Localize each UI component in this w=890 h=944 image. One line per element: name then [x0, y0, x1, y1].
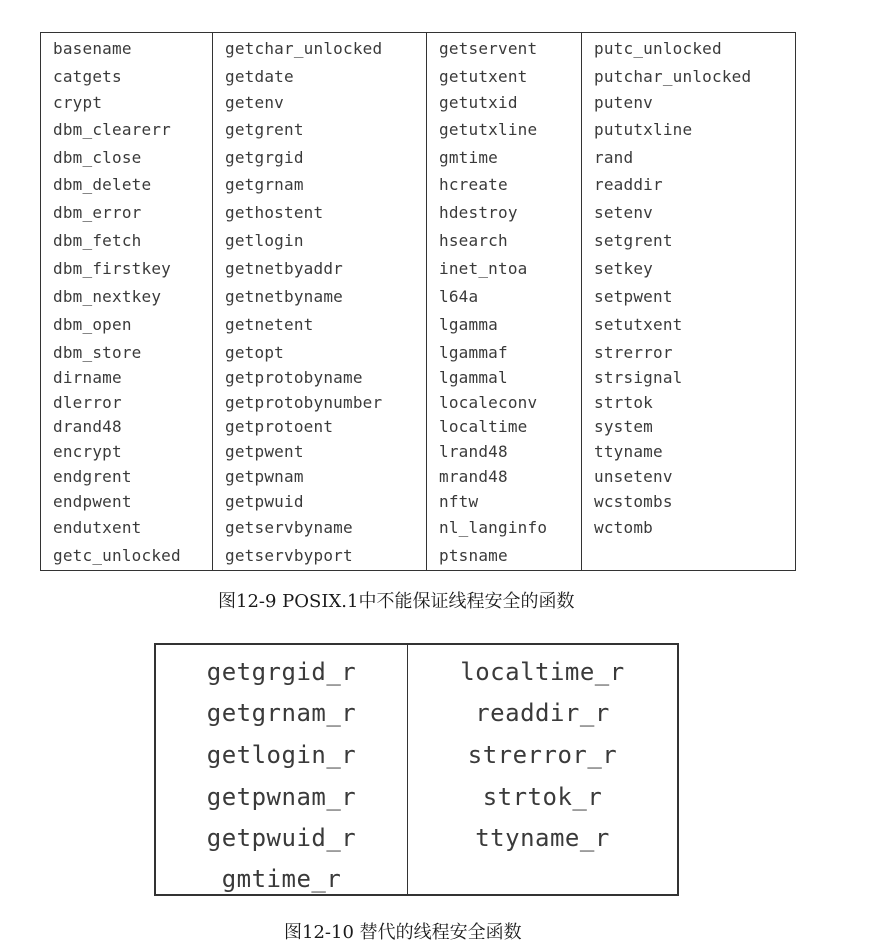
function-name: dbm_delete: [53, 175, 152, 194]
function-name: encrypt: [53, 442, 122, 461]
function-name: getpwent: [225, 442, 304, 461]
function-name: wcstombs: [594, 492, 673, 511]
function-name: setpwent: [594, 287, 673, 306]
function-name: strsignal: [594, 368, 683, 387]
function-name: ttyname: [594, 442, 663, 461]
function-name: lgammaf: [439, 343, 508, 362]
function-name: getgrgid_r: [206, 658, 357, 686]
function-name: getpwnam: [225, 467, 304, 486]
function-name: ttyname_r: [475, 824, 610, 852]
function-name: lrand48: [439, 442, 508, 461]
function-name: nl_langinfo: [439, 518, 548, 537]
function-name: getnetent: [225, 315, 314, 334]
function-name: dbm_clearerr: [53, 120, 171, 139]
function-name: basename: [53, 39, 132, 58]
function-name: getlogin_r: [206, 741, 357, 769]
table-column: [427, 33, 582, 570]
function-name: getpwuid_r: [206, 824, 357, 852]
figure-caption: 图12-9 POSIX.1中不能保证线程安全的函数: [218, 591, 575, 612]
function-name: strtok: [594, 393, 653, 412]
function-name: rand: [594, 148, 634, 167]
function-name: readdir_r: [475, 699, 610, 727]
function-name: dlerror: [53, 393, 122, 412]
function-name: dbm_fetch: [53, 231, 142, 250]
function-name: drand48: [53, 417, 122, 436]
function-name: getutxid: [439, 93, 518, 112]
function-name: getservent: [439, 39, 538, 58]
function-name: unsetenv: [594, 467, 673, 486]
function-name: getdate: [225, 67, 294, 86]
function-name: gmtime: [439, 148, 498, 167]
function-name: gethostent: [225, 203, 324, 222]
function-name: strerror: [594, 343, 673, 362]
function-name: dbm_store: [53, 343, 142, 362]
function-name: dbm_close: [53, 148, 142, 167]
function-name: getnetbyaddr: [225, 259, 343, 278]
function-name: strerror_r: [467, 741, 618, 769]
function-name: getgrnam_r: [206, 699, 357, 727]
function-name: getservbyname: [225, 518, 353, 537]
function-name: getgrgid: [225, 148, 304, 167]
function-name: getchar_unlocked: [225, 39, 383, 58]
function-name: setenv: [594, 203, 653, 222]
function-name: dbm_open: [53, 315, 132, 334]
function-name: putenv: [594, 93, 653, 112]
function-name: setkey: [594, 259, 653, 278]
function-name: catgets: [53, 67, 122, 86]
function-name: getservbyport: [225, 546, 353, 565]
function-name: l64a: [439, 287, 479, 306]
function-name: hcreate: [439, 175, 508, 194]
function-name: wctomb: [594, 518, 653, 537]
table-column: [582, 33, 795, 570]
table-column: [156, 645, 408, 894]
figure-caption: 图12-10 替代的线程安全函数: [284, 922, 522, 943]
function-name: system: [594, 417, 653, 436]
function-name: putchar_unlocked: [594, 67, 752, 86]
function-name: ptsname: [439, 546, 508, 565]
function-name: getpwnam_r: [206, 783, 357, 811]
function-name: getenv: [225, 93, 284, 112]
function-name: nftw: [439, 492, 479, 511]
function-name: getlogin: [225, 231, 304, 250]
function-name: getprotoent: [225, 417, 334, 436]
function-name: endpwent: [53, 492, 132, 511]
function-name: getutxent: [439, 67, 528, 86]
function-name: inet_ntoa: [439, 259, 528, 278]
function-name: getc_unlocked: [53, 546, 181, 565]
function-name: crypt: [53, 93, 103, 112]
function-name: setgrent: [594, 231, 673, 250]
unsafe-functions-table: [40, 32, 796, 571]
function-name: gmtime_r: [221, 865, 342, 893]
function-name: localeconv: [439, 393, 538, 412]
function-name: dirname: [53, 368, 122, 387]
function-name: hsearch: [439, 231, 508, 250]
function-name: dbm_error: [53, 203, 142, 222]
function-name: getgrent: [225, 120, 304, 139]
function-name: lgammal: [439, 368, 508, 387]
table-column: [408, 645, 677, 894]
function-name: pututxline: [594, 120, 693, 139]
function-name: dbm_nextkey: [53, 287, 162, 306]
function-name: strtok_r: [482, 783, 603, 811]
thread-safe-alternatives-table: [154, 643, 679, 896]
function-name: getgrnam: [225, 175, 304, 194]
function-name: lgamma: [439, 315, 498, 334]
function-name: putc_unlocked: [594, 39, 722, 58]
function-name: getprotobyname: [225, 368, 363, 387]
function-name: readdir: [594, 175, 663, 194]
function-name: setutxent: [594, 315, 683, 334]
table-column: [41, 33, 213, 570]
function-name: getpwuid: [225, 492, 304, 511]
function-name: localtime_r: [460, 658, 625, 686]
function-name: getnetbyname: [225, 287, 343, 306]
function-name: hdestroy: [439, 203, 518, 222]
function-name: localtime: [439, 417, 528, 436]
function-name: endutxent: [53, 518, 142, 537]
function-name: getopt: [225, 343, 284, 362]
function-name: dbm_firstkey: [53, 259, 171, 278]
function-name: mrand48: [439, 467, 508, 486]
function-name: getprotobynumber: [225, 393, 383, 412]
function-name: getutxline: [439, 120, 538, 139]
function-name: endgrent: [53, 467, 132, 486]
table-column: [213, 33, 427, 570]
